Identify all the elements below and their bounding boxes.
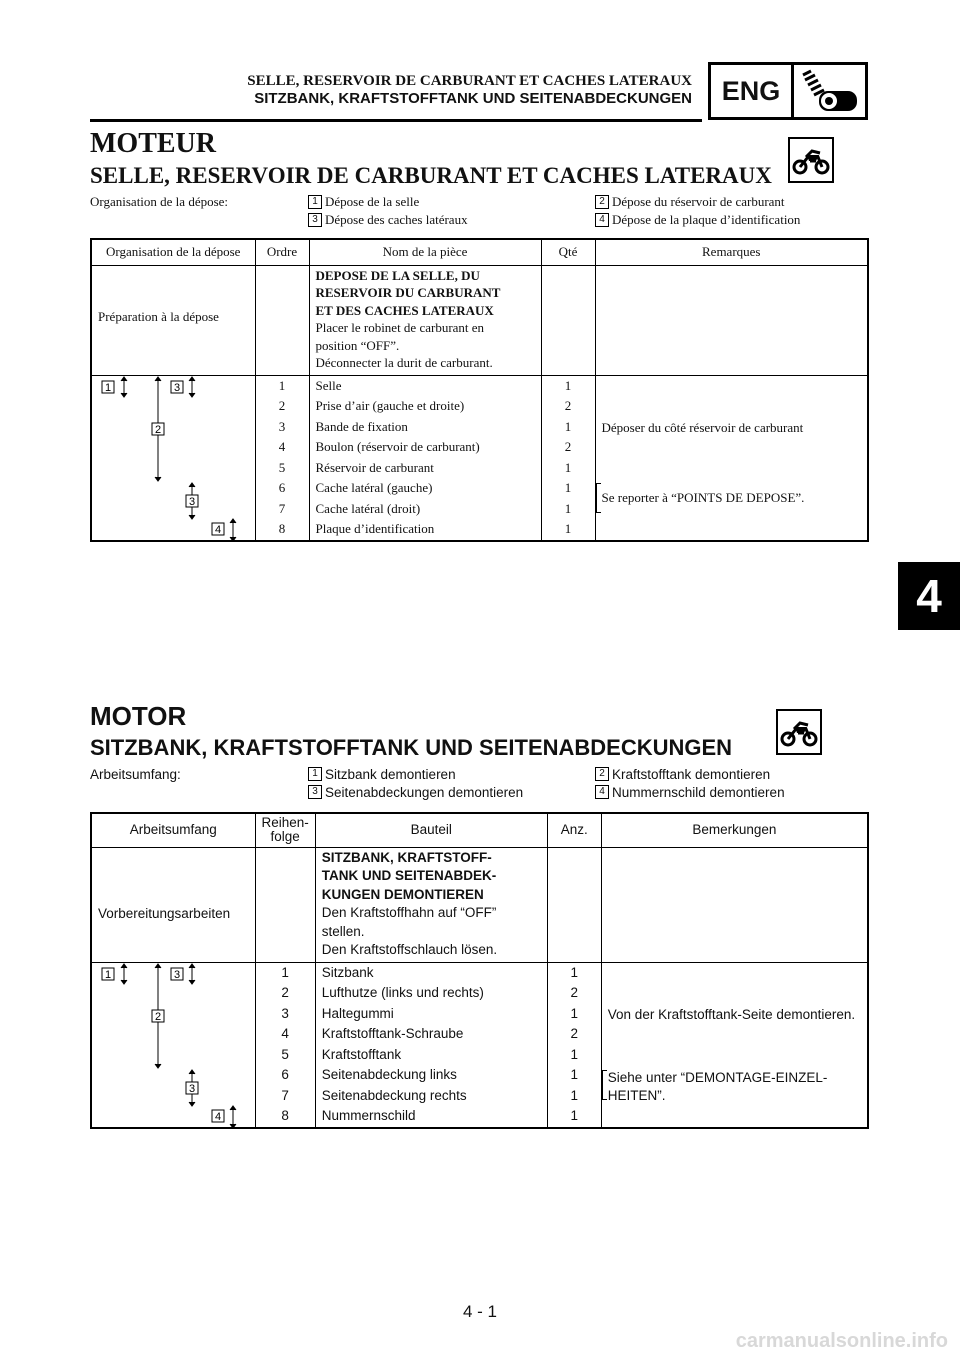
org-step: 3 Seitenabdeckungen demontieren xyxy=(308,784,523,802)
table-row: 8 Nummernschild 1 xyxy=(91,1106,868,1128)
col-header: Anz. xyxy=(547,813,601,847)
table-row: 2 Prise d’air (gauche et droite) 2 xyxy=(91,396,868,417)
col-header: Arbeitsumfang xyxy=(91,813,255,847)
table-row: 7 Cache latéral (droit) 1 xyxy=(91,499,868,520)
remark-text: Siehe unter “DEMONTAGE-EINZEL- HEITEN”. xyxy=(607,1069,828,1103)
col-header: Nom de la pièce xyxy=(309,239,541,265)
qty: 1 xyxy=(541,375,595,396)
table-row: 3 Bande de fixation 1 xyxy=(91,417,868,438)
removal-organization-de xyxy=(90,766,870,802)
table-row: 6 Seitenabdeckung links 1 xyxy=(91,1065,868,1086)
step-markers xyxy=(91,962,255,1128)
prep-label: Vorbereitungsarbeiten xyxy=(91,847,255,962)
remark-text: Déposer du côté réservoir de carburant xyxy=(601,419,804,435)
org-step: 1 Dépose de la selle xyxy=(308,193,419,211)
table-row: 4 Kraftstofftank-Schraube 2 xyxy=(91,1024,868,1045)
remarks xyxy=(601,962,868,1128)
remark-text: Se reporter à “POINTS DE DEPOSE”. xyxy=(601,489,805,505)
svg-text:4: 4 xyxy=(214,523,222,536)
org-step: 4 Nummernschild demontieren xyxy=(595,784,785,802)
svg-text:3: 3 xyxy=(173,381,181,394)
page-number: 4 - 1 xyxy=(462,1302,498,1321)
qty: 1 xyxy=(547,962,601,983)
svg-text:2: 2 xyxy=(154,1010,162,1023)
table-row: 8 Plaque d’identification 1 xyxy=(91,519,868,541)
header-line-de: SITZBANK, KRAFTSTOFFTANK UND SEITENABDECKUNGEN xyxy=(254,90,692,107)
col-header: Bauteil xyxy=(315,813,547,847)
watermark: carmanualsonline.info xyxy=(735,1330,948,1352)
removal-organization-fr xyxy=(90,193,870,229)
chapter-tab: 4 xyxy=(898,562,960,630)
table-row xyxy=(91,375,868,396)
eng-label: ENG xyxy=(711,65,794,117)
remarks xyxy=(595,375,868,541)
section-title-fr: MOTEUR xyxy=(90,128,216,159)
running-header xyxy=(247,72,692,108)
org-step: 2 Kraftstofftank demontieren xyxy=(595,766,770,784)
org-step: 3 Dépose des caches latéraux xyxy=(308,211,468,229)
subsection-title-fr: SELLE, RESERVOIR DE CARBURANT ET CACHES LATERAUX xyxy=(90,163,772,188)
col-header: Ordre xyxy=(255,239,309,265)
header-rule xyxy=(90,119,702,122)
svg-text:2: 2 xyxy=(154,423,162,436)
svg-text:3: 3 xyxy=(188,495,196,508)
parts-table-de xyxy=(90,812,869,1129)
col-header: Organisation de la dépose xyxy=(91,239,255,265)
table-row xyxy=(91,962,868,983)
svg-text:1: 1 xyxy=(104,381,112,394)
col-header: Remarques xyxy=(595,239,868,265)
header-line-fr: SELLE, RESERVOIR DE CARBURANT ET CACHES LATERAUX xyxy=(247,73,692,89)
eng-badge xyxy=(708,62,868,120)
org-label: Organisation de la dépose: xyxy=(90,194,229,209)
subsection-title-de: SITZBANK, KRAFTSTOFFTANK UND SEITENABDECKUNGEN xyxy=(90,735,733,760)
section-title-de: MOTOR xyxy=(90,701,187,731)
prep-instructions: DEPOSE DE LA SELLE, DU RESERVOIR DU CARBURANT ET DES CACHES LATERAUX Placer le robinet de carburant en position “OFF”. Déconnecter la durit de carburant. xyxy=(309,265,541,375)
part-name: Sitzbank xyxy=(315,962,547,983)
remark-text: Von der Kraftstofftank-Seite demontieren. xyxy=(607,1006,856,1022)
step-markers xyxy=(91,375,255,541)
table-row: 2 Lufthutze (links und rechts) 2 xyxy=(91,983,868,1004)
table-row: 7 Seitenabdeckung rechts 1 xyxy=(91,1086,868,1107)
svg-text:1: 1 xyxy=(104,968,112,981)
table-row: 3 Haltegummi 1 xyxy=(91,1004,868,1025)
spring-shock-icon xyxy=(794,65,865,117)
order: 1 xyxy=(255,375,309,396)
svg-text:3: 3 xyxy=(173,968,181,981)
table-row: 6 Cache latéral (gauche) 1 xyxy=(91,478,868,499)
col-header: Bemerkungen xyxy=(601,813,868,847)
svg-text:4: 4 xyxy=(214,1110,222,1123)
dirt-bike-icon xyxy=(776,709,822,755)
order: 1 xyxy=(255,962,315,983)
part-name: Selle xyxy=(309,375,541,396)
table-row: 4 Boulon (réservoir de carburant) 2 xyxy=(91,437,868,458)
org-label: Arbeitsumfang: xyxy=(90,767,181,782)
org-step: 4 Dépose de la plaque d’identification xyxy=(595,211,800,229)
svg-text:3: 3 xyxy=(188,1082,196,1095)
parts-table-fr xyxy=(90,238,869,542)
col-header: Reihen- folge xyxy=(255,813,315,847)
prep-label: Préparation à la dépose xyxy=(91,265,255,375)
org-step: 2 Dépose du réservoir de carburant xyxy=(595,193,785,211)
table-row: 5 Réservoir de carburant 1 xyxy=(91,458,868,479)
prep-instructions: SITZBANK, KRAFTSTOFF- TANK UND SEITENABDEK- KUNGEN DEMONTIEREN Den Kraftstoffhahn auf “OFF” stellen. Den Kraftstoffschlauch lösen. xyxy=(315,847,547,962)
table-row: 5 Kraftstofftank 1 xyxy=(91,1045,868,1066)
org-step: 1 Sitzbank demontieren xyxy=(308,766,456,784)
col-header: Qté xyxy=(541,239,595,265)
dirt-bike-icon xyxy=(788,137,834,183)
